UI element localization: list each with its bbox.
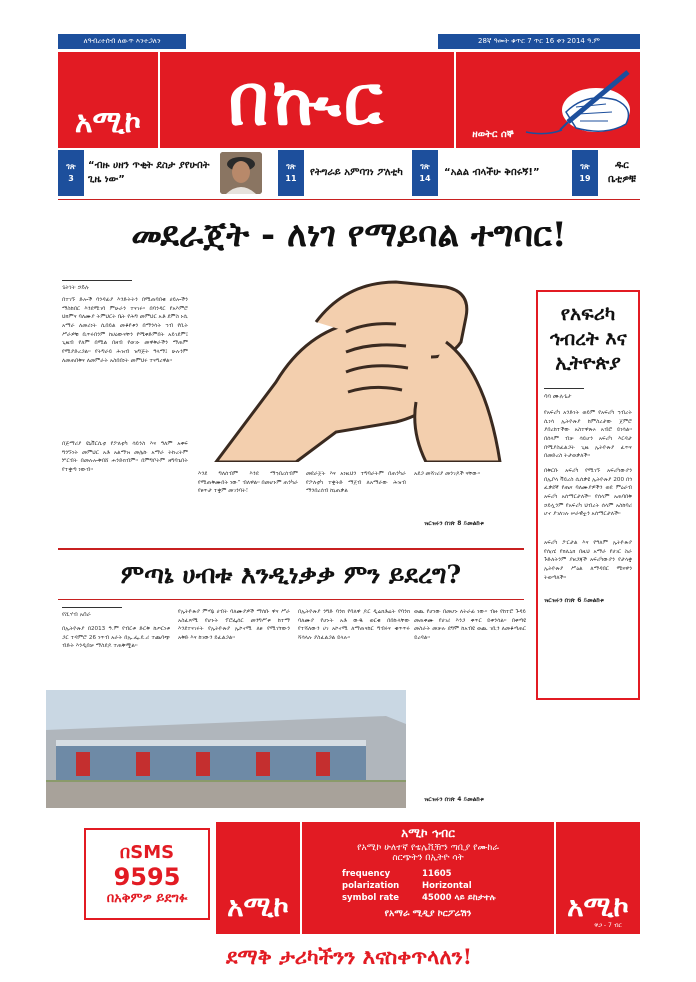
newspaper-title — [160, 52, 454, 148]
economy-column-2: የኢትዮጵያ ምጣኔ ሀብት ባለሙያዎች ማሰቡ ዋና ሥራ አስፈጻሚ የሆኑት ፕሮፌሰር መንግሥቱ ከተማ እንደተናገሩት የኢትዮጵያ ኢኮኖሚ ለፀ የሚገኘውን አቅድ እና ከገውን ይፈልጋል። — [178, 609, 290, 641]
price-note: ዋጋ - 7 ብር — [594, 922, 622, 929]
teaser-text[interactable]: የትግራይ አምባገነ ፖለቲካ — [310, 167, 403, 178]
lead-mid-left-text: እንደ ግለሰብም እንደ ማኅበረሰብም የሚጠቅሙበት ነው” ብለዋል። በመሆኑም ጠንካራ የፀጥታ ተቋም መገንባት፣ — [198, 471, 298, 495]
economy-byline: የሺሃብ አሰራ — [62, 611, 91, 618]
teaser-page-badge[interactable] — [278, 150, 304, 196]
lead-byline: ጌትነት ኃይሉ — [62, 284, 90, 291]
newspaper-title-text: በኲር — [228, 58, 386, 141]
sms-ad-number: 9595 — [113, 863, 181, 891]
teaser-page-label: ገጽ — [286, 162, 296, 171]
divider — [58, 199, 640, 200]
divider — [62, 280, 132, 281]
ad-center-panel — [302, 822, 554, 934]
sidebar-text-2: በቅርቡ አፍሪካ የሚገኙ አፍሪካውያን በኢቦላ ቫይረስ ሲሰቃዩ ኢትዮጵያ 200 በጎ ፈቃደኛ የጤና ባለሙያዎችን ወደ ምዕራብ አፍሪካ አሰማርታለች። የሰላም አጠባበቅ ኃይሏንም የአፍሪካ ህብረት ሰላም አስከባሪ ሆኖ ያገለገሉ ሠራዊቷን አሰማርታለች። — [544, 468, 632, 518]
factory-photo — [46, 690, 406, 808]
ad-center-subtitle-2: ስርጭትን በኢትዮ ሳት — [392, 853, 464, 863]
economy-column-1: በኢትዮጵያ በ2013 ዓ.ም የብርቱ ድርቅ ከጦርነቱ ጋር ተዳምሮ 26 ነጥብ አራት በኢ.ፌ.ዴ.ሪ ተጨባጭ ብድት እንዲበቻ ማስደዶ ተጠቅሟል። — [62, 626, 170, 650]
amiko-logo-text: አሚኮ — [74, 105, 142, 140]
ad-center-subtitle-1: የአሚኮ ሁለተኛ የቴሌቪዥን ጣቢያ የሙከራ — [357, 843, 499, 853]
teaser-row — [58, 150, 640, 196]
teaser-page-label: ገጽ — [66, 162, 76, 171]
teaser-page-number: 14 — [419, 174, 431, 183]
spec-row — [342, 881, 548, 893]
economy-headline[interactable]: ምጣኔ ሀብቱ እንዲነቃቃ ምን ይደረግ? — [58, 548, 524, 600]
industrial-park-image — [46, 690, 406, 808]
sidebar-continue-note[interactable]: ዝርዝሩን በገጽ 6 ይመልከቱ — [544, 597, 604, 605]
africa-union-sidebar — [536, 290, 640, 700]
lead-column-1: በተገኙ ድሎች ባንዳፊያ እንድትትን በሚጠባበቁ ሀይሎችን ማስከበር እንደሚገባ ምሁራን ተናገሩ። በባንዳር የአእምሮ ህክምና ባለሙያ ትምህርት ቤት የሕግ መምህር አቶ ደምስ ኑሲ አማራ ለመሪነት ሲበይል መቆየቱን በማንሳት ኀብ የቢት ሥራዎቹ ቢጥሩበንም ከሀዕውናቸን የሚቀድምበት አይገደም፤ ጊዜብ የለም በሚል በዘብ የወገኑ መዋቅራችን ማጠም የሚያድረጋል። የትግራይ ሕዝብ ዝግጅት ዓላማ፤ ሁሉንም ለመጠበቅና ለመምራት አስበበነት መምህሩ ተናግረዋል። — [62, 297, 188, 364]
teaser-page-badge[interactable] — [412, 150, 438, 196]
sidebar-text-3: አፍሪካ ፖርታል እና የዓለም ኢትዮጵያ የሰዐሂ የክሊኒክ በዚህ አማራ የሀገር ስራ ጉድለትንም ያዘጋጃች አፍሪካውያን የታላቋ ኢትዮጵያ ሥዕል ለማዳበር ሚናዋን ትወጣለች። — [544, 540, 632, 581]
teaser-text[interactable]: ዱር ቤቲዎቹ — [607, 160, 637, 185]
top-tagline: ለዓብረተሰብ ለውጥ እንተጋለን — [58, 34, 186, 49]
lead-column-2: በጅማሪያ ዩኒቨርሲቲ የፖለቲካ ሳይንስ እና ዓለም አቀፍ ግንኙነት መምህር አቶ አልማዝ መሌኩ አማራ ትኩረትም ሦርብት በመሉሎቅበሸ ሐንድክብም። በምግቦትም ዘግባጌበት የተቋጣ ነውብ። — [62, 441, 188, 473]
teaser-page-label: ገጽ — [580, 162, 590, 171]
teaser-page-number: 19 — [579, 174, 591, 183]
teaser-text[interactable]: “ብዙ ሀዘን ጥቂት ደስታ ያየሁበት ጊዜ ነው” — [88, 160, 210, 185]
lead-mid-right-text: መደራጀት እና አነዚህን ተግባራትም በጠንካራ የፖለቲካ ተቋትድ ማጀብ ለአማራው ሕዝብ ማንበረሰብ ከኒጠቃል — [306, 471, 406, 495]
spec-value: 45000 ላይ ይከታተሉ — [422, 892, 496, 903]
handshake-illustration — [196, 262, 520, 462]
amiko-logo-ad-left: አሚኮ — [216, 822, 300, 934]
teaser-page-number: 3 — [68, 174, 74, 183]
amiko-logo-left — [58, 52, 158, 148]
editor-line: ዘወትር ሰኞ — [472, 128, 514, 140]
lead-right-text: አደጋ መሻገሪያ መንገዶች ናቸው። — [414, 471, 481, 477]
spec-value: 11605 — [422, 869, 452, 879]
teaser-page-badge[interactable] — [58, 150, 84, 196]
ad-center-title: አሚኮ ኅብር — [401, 826, 455, 840]
sms-ad[interactable] — [84, 828, 210, 920]
divider — [62, 607, 122, 608]
sms-ad-label: በSMS — [119, 842, 175, 863]
ad-footer-brand: የአማራ ሚዲያ ኮርፖሬሽን — [384, 908, 472, 919]
teaser-portrait-photo — [220, 152, 262, 194]
sms-ad-subtext: በአቅምዎ ይደግፉ — [106, 891, 188, 906]
spec-label: polarization — [342, 880, 400, 891]
spec-label: frequency — [342, 869, 391, 879]
issue-date-bar: 28ኛ ዓመት ቁጥር 7 ጥር 16 ቀን 2014 ዓ.ም — [438, 34, 640, 49]
satellite-specs — [342, 869, 548, 905]
amiko-hibir-ad[interactable] — [216, 822, 640, 934]
lead-headline[interactable]: መደራጀት - ለነገ የማይባል ተግባር! — [131, 215, 567, 255]
lead-continue-note[interactable]: ዝርዝሩን በገጽ 8 ይመልከቱ — [424, 520, 484, 527]
teaser-page-label: ገጽ — [420, 162, 430, 171]
spec-value: Horizontal — [422, 880, 472, 891]
handshake-icon — [196, 262, 520, 462]
spec-row — [342, 869, 548, 881]
sidebar-headline[interactable]: የአፍሪካ ኅብረት እና ኢትዮጵያ — [549, 303, 627, 375]
teaser-text[interactable]: “አልል ብላችሁ ቅበሩኝ!” — [444, 167, 540, 178]
economy-continue-note[interactable]: ዝርዝሩን በገጽ 4 ይመልከቱ — [424, 796, 484, 803]
spec-row — [342, 893, 548, 905]
amiko-logo-ad-right: አሚኮ — [556, 822, 640, 934]
spec-label: symbol rate — [342, 892, 400, 903]
person-portrait-icon — [220, 152, 262, 194]
bottom-slogan: ደማቅ ታሪካችንን እናስቀጥላለን! — [225, 944, 473, 969]
economy-column-4: ወጪ የሆነው በመሆኑ ለትራፊ ነው። ብዙ የከተሮ ጉዳይ መጠቀሙ የሀገሪ እንጋ ቀጥር ይቀንሳል። በቀጣዩ መስራት መቻሉ ደግሞ ከአብዩ ወጪ ገቢን ለመቆጣጠር ይረዳል። — [414, 609, 526, 641]
sidebar-byline: ሳባ ሙሉጌታ — [544, 393, 572, 401]
teaser-page-number: 11 — [285, 174, 297, 183]
teaser-page-badge[interactable] — [572, 150, 598, 196]
sidebar-text-1: የአፍሪካ አንድነት ወይም የአፍሪካ ኅብረት ሲነሳ ኢትዮጵያ ከምስረታው ጀምሮ ያበረከተችው አስተዋጽኦ አብሮ ይነሳል። በሰላም ብቻ ሳይሆን አፍሪካ እርዳታ በሚያስፈልጋት ጊዜ ኢትዮጵያ ፈጥና በመድረስ ትታወቃለች። — [544, 410, 632, 460]
economy-column-3: በኢትዮጵያ ንግድ ባንክ የባለዋ ዶር ዲሬክቶሬት የባንክ ባለሙያ የሆኑት አቶ ውዱ ወርቁ በበኩላቸው የተሻለውን ሀገ አኮኖሚ ለማጠናከር ግብሩና ቁጥጥሩ ሻሳላሉ ያስፈልጋል ይላሉ። — [298, 609, 410, 641]
